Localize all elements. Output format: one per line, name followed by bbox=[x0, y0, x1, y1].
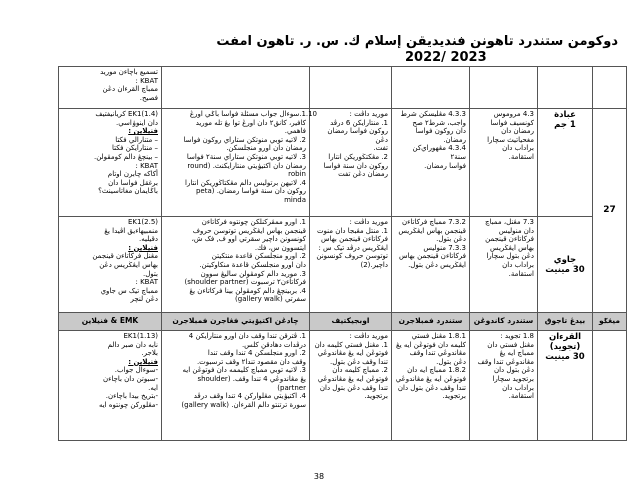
page-number: 38 bbox=[313, 472, 325, 481]
aktiviti-cell bbox=[162, 109, 317, 217]
text-line: partner) bbox=[277, 383, 306, 392]
tema-duration: 30 مينيت bbox=[545, 352, 585, 362]
text-line: استقامة. bbox=[508, 392, 534, 401]
text-line: دان اورو منجلسکن قاعدة منکاوکيتن. bbox=[199, 260, 306, 269]
text-line: KBAT : bbox=[135, 161, 158, 170]
objektif-cell bbox=[310, 109, 392, 217]
text-line: EK1(1.13) bbox=[123, 332, 158, 340]
text-line: بتول. bbox=[143, 269, 158, 278]
text-line: روكون دان سنة فواسا رمضان. (peta bbox=[195, 187, 306, 196]
text-line: 1.8 تجويد : bbox=[500, 332, 534, 340]
text-line: 7.3 مڠنل، ممباچ bbox=[485, 218, 534, 226]
text-line: براداب دان bbox=[502, 144, 534, 153]
text-line: 7.3.3 منوليس bbox=[423, 243, 466, 252]
text-line: منمبيهاءيق اڤيدا يڠ bbox=[104, 226, 158, 235]
header-minggu: ميڠݢو bbox=[593, 313, 627, 331]
text-line: -بتريخ بيدا باچاءن. bbox=[105, 392, 158, 401]
sp-cell bbox=[392, 331, 470, 441]
text-line: فواسا رمضان. bbox=[424, 161, 466, 170]
header-aktiviti: چادڠن اکتيۏيتي فڠاجرن فمبلاجرن bbox=[162, 313, 310, 331]
text-line: ممباچ تيک س جاوي bbox=[100, 286, 158, 295]
text-line: قينجمن بهاس ايڠڬريس توتوسن حروف bbox=[192, 226, 306, 235]
table-header-row bbox=[59, 313, 627, 331]
header-sk: ستندرد کاندوڠن bbox=[470, 313, 538, 331]
text-line: بهاس ايڠڬريس bbox=[490, 243, 534, 252]
text-line: كافير، كانق٢ دان اورڠ توا يڠ تله موريد bbox=[195, 118, 306, 127]
text-line: 2. ممباچ كليمه دان bbox=[332, 366, 388, 375]
text-line: 4.3.3 مڠليسکن شرط bbox=[400, 110, 466, 118]
text-line: 7.3.2 ممباچ فرکاتاءن bbox=[401, 218, 466, 226]
tema-cell bbox=[538, 109, 593, 217]
text-line: فوتوڠن ايه يڠ مڠاندوڠي bbox=[317, 374, 388, 383]
text-line: مڠنل فرکاتاءن قينجمن bbox=[92, 252, 158, 261]
text-line: 1. منتل مڠبجا دان منوت bbox=[316, 226, 388, 235]
text-line: سورة ترتنتو دالم القرءان. (gallery walk) bbox=[181, 400, 306, 409]
text-line: – متنارالي فكتا bbox=[115, 135, 158, 144]
text-line: تندا وقف دڠن بتول. bbox=[330, 357, 388, 366]
text-line: 2. لاتيه توبي منوتكن ستاراي روکون فواسا bbox=[183, 135, 306, 144]
text-line: 4. اكتيۏيتي مڠلواركن 4 تندا وقف درڤد bbox=[193, 392, 306, 401]
text-line: تسميع باچاءن موريد bbox=[100, 68, 158, 76]
sk-cell bbox=[470, 217, 538, 313]
text-line: 1.سوءال جواب مسئلة فواسا باݢي اورڠ bbox=[189, 110, 306, 118]
tema-cell bbox=[538, 217, 593, 313]
text-line: دقيليه. bbox=[139, 235, 158, 244]
text-line: EK1(2.5) bbox=[127, 218, 158, 226]
text-line: 1.8.2 ممباچ ايه دان bbox=[407, 366, 466, 375]
text-line: ايڠڬريس دڠن بتول. bbox=[408, 260, 466, 269]
text-line: – منتارايكن فكتا bbox=[112, 144, 158, 153]
text-line: موريد داڤت : bbox=[349, 218, 388, 226]
text-line: بهاس ايڠڬريس دڠن bbox=[99, 260, 158, 269]
text-line: دڠن لنچر bbox=[130, 295, 158, 304]
text-line: دڠن بتول سچارا bbox=[486, 252, 534, 261]
text-line: 1.8.1 مڠنل فستي bbox=[411, 332, 466, 340]
emk-cell bbox=[59, 109, 162, 217]
text-line: مڠاندوڠي تندا وقف bbox=[409, 349, 466, 358]
text-line: سفرتي (gallery walk) bbox=[235, 295, 306, 304]
text-line: رمضان دان bbox=[501, 127, 534, 136]
sk-cell bbox=[470, 67, 538, 109]
objektif-cell bbox=[310, 217, 392, 313]
text-line: 3. موريد دالم كومڤولن ساليڠ سوون bbox=[200, 269, 306, 278]
document-title: دوكومن ستندرد تاهونن فنديديقن إسلام ك. س. ر. تاهون امفت bbox=[216, 34, 618, 49]
text-line: تندا وقف دڠن بتول دان bbox=[319, 383, 388, 392]
text-line: دان منوليس bbox=[498, 226, 534, 235]
minggu-cell bbox=[593, 331, 627, 441]
text-line: براداب دان bbox=[502, 383, 534, 392]
text-line: ايه. bbox=[148, 383, 158, 392]
text-line: KBAT : bbox=[135, 278, 158, 287]
text-line: توتوسن حروف كونسونن bbox=[316, 252, 388, 261]
sp-cell bbox=[392, 217, 470, 313]
tema-duration: 30 مينيت bbox=[545, 264, 585, 275]
text-line: فنيلاين : bbox=[128, 243, 158, 252]
text-line: واجب، شرط٢ صح bbox=[412, 118, 466, 127]
text-line: قينجمن بهاس ايڠڬريس bbox=[398, 226, 466, 235]
lesson-plan-table bbox=[58, 66, 627, 441]
text-line: دڠن بتول. bbox=[436, 235, 466, 244]
tema-label: جاوي bbox=[553, 254, 577, 265]
sk-cell bbox=[470, 109, 538, 217]
table-row bbox=[59, 109, 627, 217]
aktiviti-list bbox=[165, 110, 306, 205]
tema-label: عبادة bbox=[554, 110, 576, 120]
aktiviti-number: 10. bbox=[305, 110, 317, 118]
text-line: فصيح. bbox=[139, 93, 158, 102]
minggu-cell bbox=[593, 67, 627, 109]
text-line: درڤدات دهادقن كلس. bbox=[241, 340, 306, 349]
header-objektif: اوبجيکتيف bbox=[310, 313, 392, 331]
text-line: برتجويد. bbox=[442, 392, 466, 401]
text-line: داچير.(2) bbox=[360, 260, 388, 269]
text-line: 3. لاتيه توبي ممباچ كليممه دان فوتوڠن ايه bbox=[182, 366, 306, 375]
text-line: 3. لاتيه توبي منوتكن ستاراي سنة٢ فواسا bbox=[186, 152, 306, 161]
text-line: minda bbox=[284, 195, 306, 204]
text-line: 1. مڠنل فستي كليمه دان bbox=[314, 340, 388, 349]
tema-subtitle: (تجويد) bbox=[549, 342, 581, 352]
text-line: روکون دان سنة فواسا bbox=[323, 161, 388, 170]
table-row bbox=[59, 67, 627, 109]
text-line: كليمه دان فوتوڠن ايه يڠ bbox=[395, 340, 466, 349]
text-line: موريد داڤت : bbox=[349, 110, 388, 118]
text-line: 4. بربينچڠ دالم كومڤولن بينا فرکاتاءن يڠ bbox=[189, 286, 306, 295]
text-line: دان اينوۏاسي. bbox=[115, 118, 158, 127]
text-line: دان روکون فواسا bbox=[415, 127, 466, 136]
text-line: مڠنل فستي دان bbox=[487, 340, 534, 349]
text-line: -مڠلوركن چونتوه ايه bbox=[98, 400, 158, 409]
text-line: تفت. bbox=[373, 144, 388, 153]
week-number: 27 bbox=[593, 109, 627, 313]
table-row bbox=[59, 217, 627, 313]
text-line: تندا وقف دڠن بتول دان bbox=[397, 383, 466, 392]
emk-cell bbox=[59, 217, 162, 313]
text-line: KBAT : bbox=[135, 76, 158, 85]
text-line: فرکاتاءن قينجمن bbox=[485, 235, 534, 244]
text-line: 4. لاتيهن برتوليس دالم مڠكتاڬوريكن انتارا bbox=[185, 178, 306, 187]
text-line: فوتوڠن ايه يڠ مڠاندوڠي bbox=[395, 374, 466, 383]
text-line: برتجويد سچارا bbox=[492, 374, 534, 383]
text-line: دڠن بتول. bbox=[436, 357, 466, 366]
text-line: فنيلاين : bbox=[128, 127, 158, 136]
text-line: robin bbox=[288, 170, 306, 179]
text-line: كونسيف فواسا bbox=[490, 118, 534, 127]
text-line: فرکاتاءن قينجمن بهاس bbox=[399, 252, 466, 261]
tema-label: القرءان bbox=[548, 332, 582, 342]
text-line: ممباچ القرءان دڠن bbox=[102, 85, 158, 94]
text-line: 2. اورو منجلسكن قاعدة منتكيتن bbox=[211, 252, 306, 261]
text-line: رمضان دان اكتيۏيتي منتارايكنث. (round bbox=[187, 161, 306, 170]
text-line: مغحياتيث سچارا bbox=[487, 135, 534, 144]
text-line: 4.3 مروموس bbox=[493, 110, 534, 118]
text-line: دڠن بتول دان bbox=[493, 366, 534, 375]
sp-cell bbox=[392, 109, 470, 217]
text-line: كونسونن داچير سقرتي اوو ف, فک ش، bbox=[191, 235, 306, 244]
text-line: فنيلاين : bbox=[128, 357, 158, 366]
text-line: فوتوڠن ايه يڠ مڠاندوڠي bbox=[317, 349, 388, 358]
text-line: مڠاندوڠي تندا وقف bbox=[477, 357, 534, 366]
emk-cell bbox=[59, 331, 162, 441]
text-line: EK1(1.4) كريانيفتيف bbox=[95, 110, 158, 118]
text-line: 2. مڠکتڬوريکن انتارا bbox=[328, 152, 388, 161]
text-line: روکون فواسا رمضان دڠن bbox=[327, 127, 388, 144]
tema-cell bbox=[538, 331, 593, 441]
aktiviti-cell bbox=[162, 217, 310, 313]
emk-cell bbox=[59, 67, 162, 109]
text-line: موريد داڤت : bbox=[349, 332, 388, 340]
document-year: 2022/ 2023 bbox=[405, 50, 487, 65]
header-sp: ستندرد فمبلاجرن bbox=[392, 313, 470, 331]
text-line: ايتسوون س، فك. bbox=[254, 243, 306, 252]
text-line: وقف دان مقصود تندا٢ وقف ترسبوت. bbox=[196, 357, 306, 366]
text-line: – بينچڠ دالم كومڤولن. bbox=[94, 152, 158, 161]
text-line: -سبوتن دان باچاءن bbox=[102, 374, 158, 383]
text-line: فرکاتاءن٢ ترسبوت (shoulder partner) bbox=[184, 278, 306, 287]
aktiviti-cell bbox=[162, 331, 310, 441]
text-line: 1. ڤترقن تندا وقف دان اورو منتارايكن 4 bbox=[188, 332, 306, 340]
text-line: استقامة. bbox=[508, 152, 534, 161]
table-row bbox=[59, 331, 627, 441]
text-line: فرکاتاءن قينجمن بهاس bbox=[321, 235, 388, 244]
header-tema: بيدڠ تاجوق bbox=[538, 313, 593, 331]
aktiviti-cell bbox=[162, 67, 310, 109]
sk-cell bbox=[470, 331, 538, 441]
objektif-cell bbox=[310, 67, 392, 109]
text-line: رمضان دڠن تفت bbox=[338, 170, 388, 179]
text-line: فاهمي. bbox=[284, 127, 306, 136]
text-line: نابه دان صبر دالم bbox=[107, 340, 158, 349]
text-line: 2. اورو منجلسكن 4 تندا وقف تندا bbox=[207, 349, 306, 358]
text-line: يڠ مڠاندوڠي 4 تندا وقف. (shoulder bbox=[197, 374, 306, 383]
text-line: باݢايمان مغاتاسينث؟ bbox=[98, 187, 158, 196]
text-line: أكاكه چابرن اوتام bbox=[107, 170, 158, 179]
text-line: براداب دان bbox=[502, 260, 534, 269]
text-line: استقامة. bbox=[508, 269, 534, 278]
text-line: رمضان. bbox=[443, 135, 466, 144]
sp-cell bbox=[392, 67, 470, 109]
text-line: 1. اورو ممڤرکنلکن چونتوه فرکاتاءن bbox=[201, 218, 306, 226]
text-line: ايڠڬريس درڤد تيک س : bbox=[318, 243, 388, 252]
tema-duration: 1 جم bbox=[554, 120, 576, 130]
text-line: رمضان دان اورو منجلسكن. bbox=[226, 144, 306, 153]
tema-cell bbox=[538, 67, 593, 109]
text-line: ممباچ ايه يڠ bbox=[499, 349, 534, 358]
objektif-cell bbox=[310, 331, 392, 441]
header-emk: EMK & فنيلاين bbox=[59, 313, 162, 331]
text-line: 4.3.4 مڠهوراي‌کن سنة٢ bbox=[412, 144, 466, 161]
text-line: -سوءال جواب. bbox=[114, 366, 158, 375]
text-line: 1. منتارايکن 6 درڤد bbox=[330, 118, 388, 127]
text-line: بلاجر. bbox=[141, 349, 158, 358]
text-line: برغقل فواسا دان bbox=[108, 178, 158, 187]
text-line: برتجويد. bbox=[364, 392, 388, 401]
